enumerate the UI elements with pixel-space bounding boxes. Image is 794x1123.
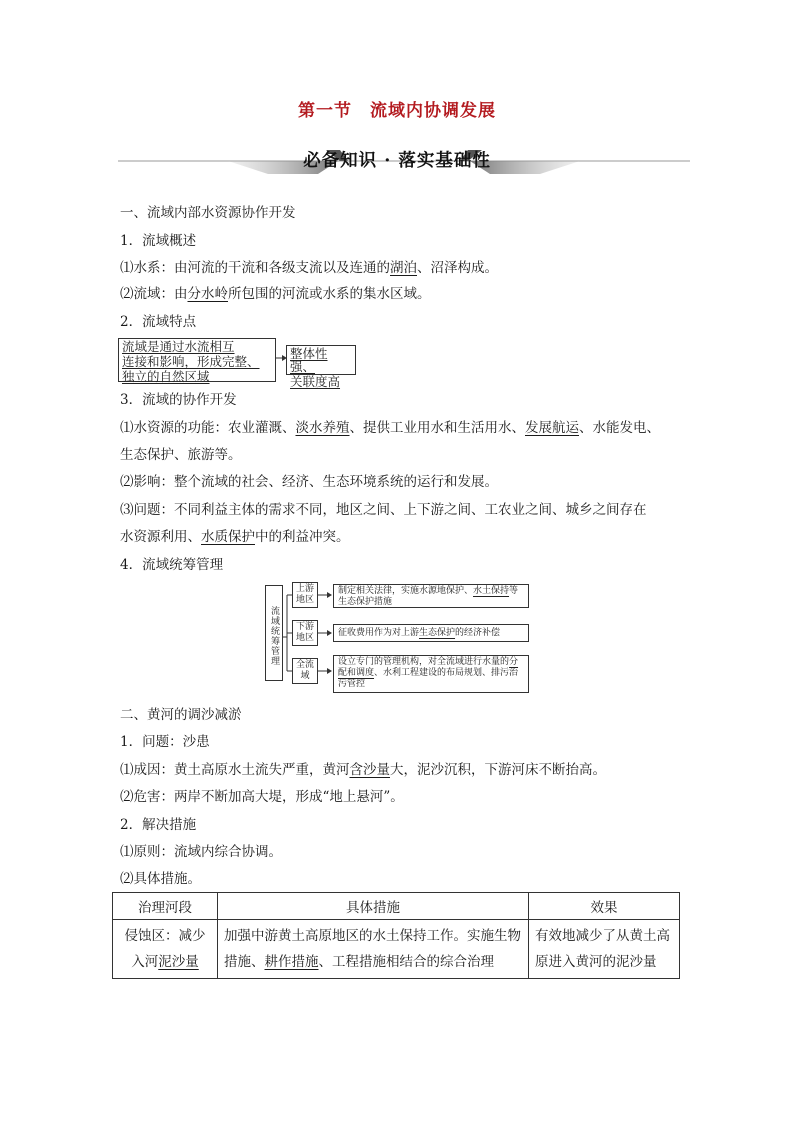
feature-result-box [286,345,356,389]
table-row [113,920,680,979]
table-header-row [113,893,680,920]
diagram-upstream-text [333,584,529,608]
section1-sub4-title: 4．流域统筹管理 [120,557,224,573]
specific-measures-line: ⑵具体措施。 [120,871,201,887]
principle-line: ⑴原则：流域内综合协调。 [120,844,282,860]
diagram-downstream-label: 下游地区 [292,620,318,646]
underlined-answer: 湖泊 [390,260,417,276]
underlined-answer: 生态保护 [419,628,456,638]
table-header-cell: 效果 [529,893,680,920]
measures-table [112,892,680,979]
feature-box-line: 连接和影响，形成完整、 [122,354,260,369]
diagram-whole-basin-text [333,655,529,693]
basin-management-diagram [265,579,530,697]
basin-line [120,284,431,304]
text: 设立专门的管理机构，对全流域进行水量的 [338,657,510,667]
text: 、沼泽构成。 [417,260,498,276]
feature-box-line: 流域是通过水流相互 [122,339,235,354]
diagram-root-box: 流域统筹管理 [265,585,283,681]
underlined-answer: 分水岭 [187,286,228,302]
text: 的经济补偿 [455,628,501,638]
underlined-answer: 发展航运 [525,420,579,436]
underlined-answer: 含沙量 [349,762,390,778]
underlined-answer: 水土保持 [473,586,510,596]
section-banner-title: 必备知识 · 落实基础性 [303,151,491,171]
underlined-answer: 泥沙量 [158,954,199,970]
text: 等生态保护措施 [338,586,519,607]
section1-sub1-title: 1．流域概述 [120,233,197,249]
problem-line: ⑶问题：不同利益主体的需求不同，地区之间、上下游之间、工农业之间、城乡之间存在 [120,502,647,518]
water-system-line [120,258,498,278]
water-function-line [120,418,660,438]
cause-line [120,760,606,780]
text: 大，泥沙沉积，下游河床不断抬高。 [390,762,606,778]
table-header-cell: 具体措施 [218,893,529,920]
text: 、提供工业用水和生活用水、 [349,420,525,436]
underlined-answer: 耕作措施 [264,954,319,970]
underlined-answer: 淡水养殖 [295,420,350,436]
underlined-answer: 分配和调度 [338,657,519,678]
text: 水资源利用、 [120,529,201,545]
page-title: 第一节 流域内协调发展 [298,101,496,121]
feature-box [118,338,276,382]
text: ⑵流域：由 [120,286,188,302]
section1-sub2-title: 2．流域特点 [120,314,197,330]
section2-sub2-title: 2．解决措施 [120,817,197,833]
text: 、水能发电、 [579,420,660,436]
table-cell-section [113,920,218,979]
problem-line-cont [120,527,350,547]
text: 、水利工程建设的布局规划、排污治污管控 [338,668,519,689]
section2-heading: 二、黄河的调沙减淤 [120,707,242,723]
text: ⑴水系：由河流的干流和各级支流以及连通的 [120,260,390,276]
diagram-downstream-text [333,624,529,642]
text: 、工程措施相结合的综合治理 [318,954,494,970]
text: ⑴成因：黄土高原水土流失严重，黄河 [120,762,350,778]
section1-sub3-title: 3．流域的协作开发 [120,392,237,408]
feature-box-line: 独立的自然区域 [122,369,210,384]
underlined-answer: 水质保护 [201,529,255,545]
harm-line: ⑵危害：两岸不断加高大堤，形成“地上悬河”。 [120,789,404,805]
table-cell-effect: 有效地减少了从黄土高原进入黄河的泥沙量 [529,920,680,979]
section2-sub1-title: 1．问题：沙患 [120,734,210,750]
table-cell-measures [218,920,529,979]
feature-result-line: 关联度高 [290,374,341,389]
text: 征收费用作为对上游 [338,628,420,638]
text: 所包围的河流或水系的集水区域。 [228,286,431,302]
text: 制定相关法律，实施水源地保护、 [338,586,474,596]
feature-result-line: 整体性强、 [290,346,328,374]
text: 侵蚀区：减少入河 [124,928,206,970]
water-function-line-cont: 生态保护、旅游等。 [120,447,242,463]
section1-heading: 一、流域内部水资源协作开发 [120,205,296,221]
text: 中的利益冲突。 [255,529,350,545]
text: ⑴水资源的功能：农业灌溉、 [120,420,296,436]
diagram-whole-basin-label: 全流域 [292,658,318,684]
influence-line: ⑵影响：整个流域的社会、经济、生态环境系统的运行和发展。 [120,474,498,490]
text: 加强中游黄土高原地区的水土保持工作。实施生物措施、 [224,928,521,970]
table-header-cell: 治理河段 [113,893,218,920]
diagram-upstream-label: 上游地区 [292,582,318,608]
